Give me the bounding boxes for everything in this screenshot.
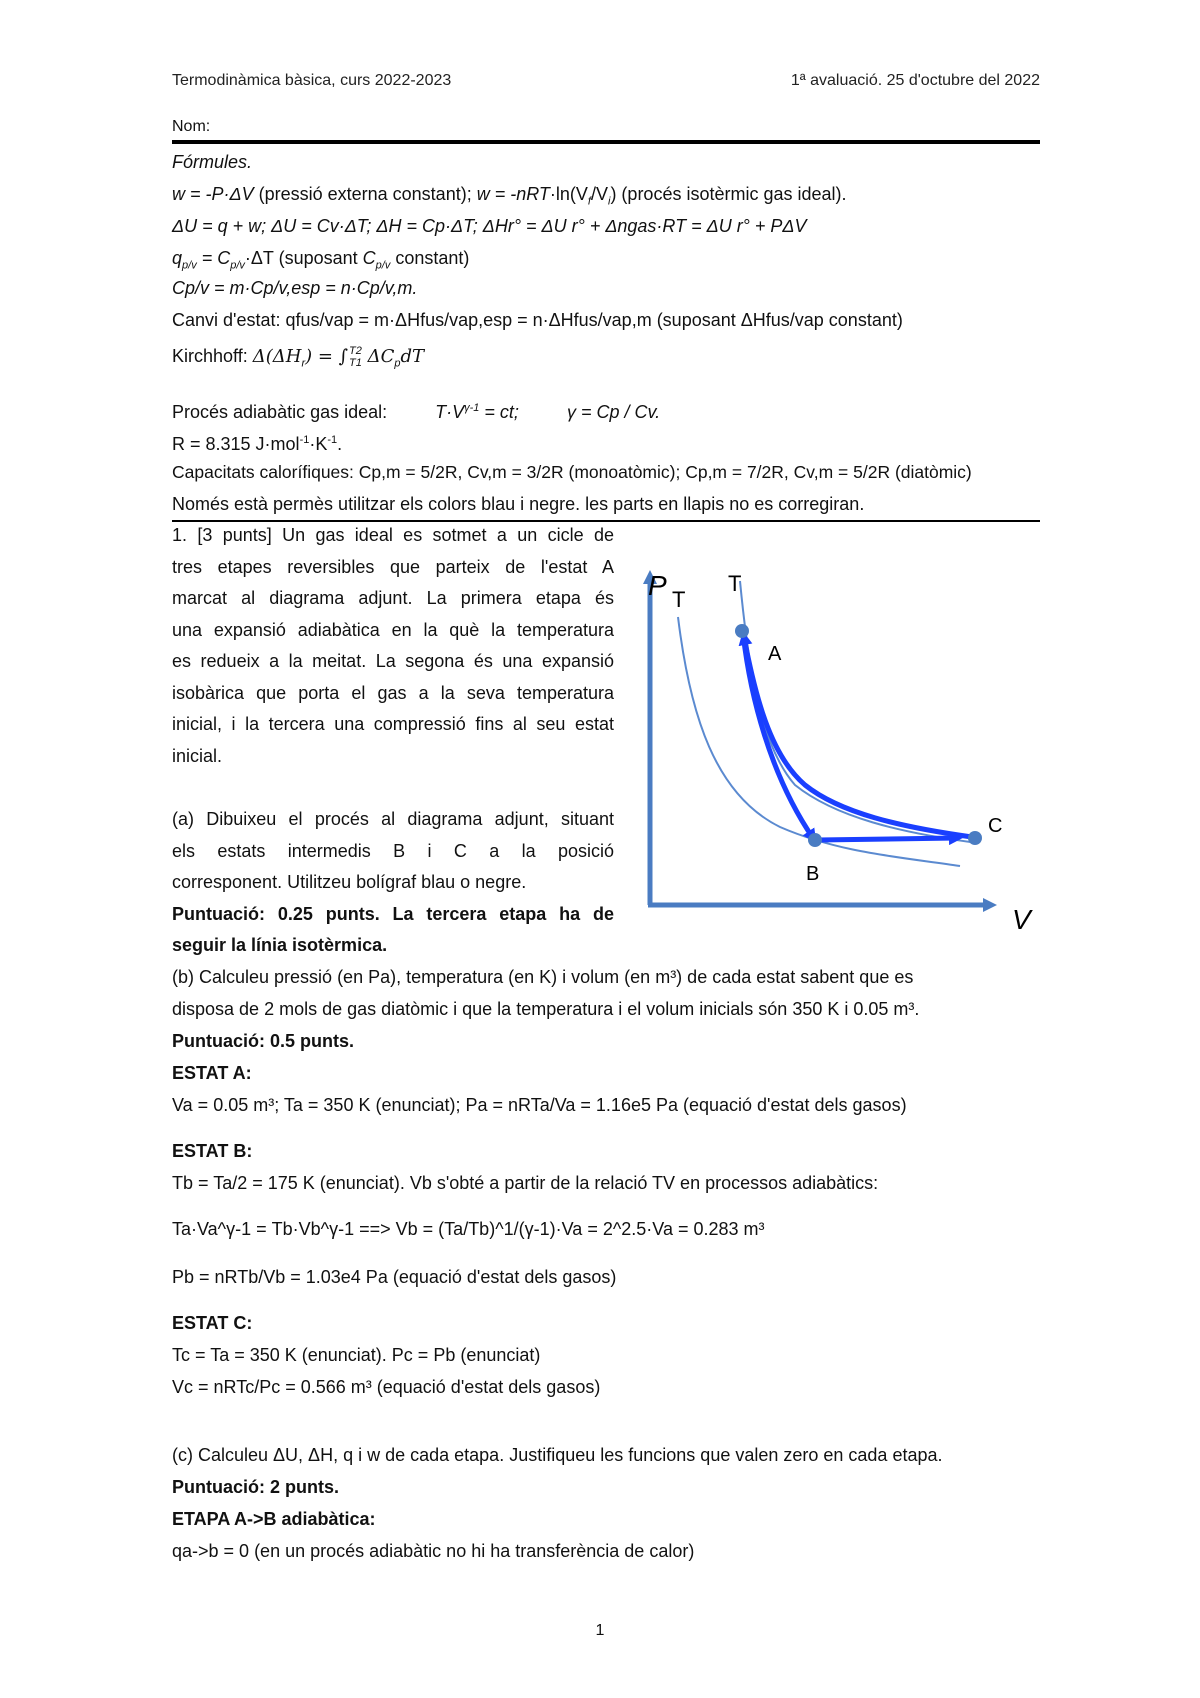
color-notice: Només està permès utilitzar els colors blau i negre. les parts en llapis no es corregiran.	[172, 494, 865, 514]
v-axis-label: V	[1012, 904, 1031, 935]
state-b-point	[808, 833, 822, 847]
q1-statement: 1. [3 punts] Un gas ideal es sotmet a un cicle de tres etapes reversibles que parteix de l'estat A marcat al diagrama adjunt. La primera etapa és una expansió adiabàtica en la què la temperatura es redueix a la meitat. La segona és una expansió isobàrica que porta el gas a la seva temperatura inicial, i la tercera una compressió fins al seu estat inicial.	[172, 525, 614, 766]
estat-b-line3: Pb = nRTb/Vb = 1.03e4 Pa (equació d'estat dels gasos)	[172, 1267, 617, 1287]
formula-heat-capacities: Capacitats calorífiques: Cp,m = 5/2R, Cv,m = 3/2R (monoatòmic); Cp,m = 7/2R, Cv,m = 5/2R (diatòmic)	[172, 462, 972, 482]
isotherm-high-label: T	[728, 571, 742, 596]
formula-state-change: Canvi d'estat: qfus/vap = m·ΔHfus/vap,esp = n·ΔHfus/vap,m (suposant ΔHfus/vap constant)	[172, 310, 903, 330]
formula-kirchhoff: Kirchhoff: $\Delta(\Delta H_r) = \int T2$ T1 $\Delta C_pdT$	[172, 345, 425, 370]
state-a-label: A	[768, 643, 782, 665]
estat-b-heading: ESTAT B:	[172, 1141, 253, 1161]
header-left: Termodinàmica bàsica, curs 2022-2023	[172, 72, 452, 89]
p-axis-label: P	[648, 570, 667, 601]
state-a-point	[735, 624, 749, 638]
q1-part-b-line1: (b) Calculeu pressió (en Pa), temperatura (en K) i volum (en m³) de cada estat sabent que es	[172, 967, 914, 987]
formula-capacity: Cp/v = m·Cp/v,esp = n·Cp/v,m.	[172, 278, 418, 298]
header-right: 1ª avaluació. 25 d'octubre del 2022	[790, 72, 1040, 89]
pv-diagram	[620, 555, 1040, 940]
formulas-title: Fórmules.	[172, 152, 253, 172]
isotherm-low-label: T	[672, 587, 686, 612]
estat-c-line1: Tc = Ta = 350 K (enunciat). Pc = Pb (enunciat)	[172, 1345, 541, 1365]
estat-c-heading: ESTAT C:	[172, 1313, 253, 1333]
estat-a-heading: ESTAT A:	[172, 1063, 252, 1083]
formula-energy: ΔU = q + w; ΔU = Cv·ΔT; ΔH = Cp·ΔT; ΔHr° = ΔU r° + Δngas·RT = ΔU r° + PΔV	[172, 216, 807, 236]
process-bc	[818, 838, 957, 840]
formula-adiabatic: Procés adiabàtic gas ideal: $T\cdot V^{\gamma-1}$ = ct; γ = Cp / Cv.	[172, 402, 661, 422]
estat-c-line2: Vc = nRTc/Pc = 0.566 m³ (equació d'estat dels gasos)	[172, 1377, 601, 1397]
formula-work: w = -P·ΔV (pressió externa constant); $w = -nRT\cdot\ln(V_f/V_i)$ (procés isotèrmic gas ideal).	[172, 184, 847, 208]
etapa-ab-heading: ETAPA A->B adiabàtica:	[172, 1509, 376, 1529]
state-c-point	[968, 831, 982, 845]
q1-part-a-score: Puntuació: 0.25 punts. La tercera etapa ha de	[172, 903, 614, 924]
estat-b-line1: Tb = Ta/2 = 175 K (enunciat). Vb s'obté a partir de la relació TV en processos adiabàtics:	[172, 1173, 879, 1193]
q1-part-b-score: Puntuació: 0.5 punts.	[172, 1031, 355, 1051]
page-number: 1	[595, 1622, 605, 1639]
formula-heat: $q_{p/v} = C_{p/v}\cdot\Delta T$ (suposant $C_{p/v}$ constant)	[172, 248, 470, 272]
process-ca	[744, 637, 972, 837]
top-rule	[172, 140, 1040, 144]
formula-gas-constant: R = 8.315 $J\cdot mol^{-1}\cdot K^{-1}$.	[172, 434, 343, 454]
state-c-label: C	[988, 815, 1003, 837]
q1-part-c-score: Puntuació: 2 punts.	[172, 1477, 340, 1497]
etapa-ab-line1: qa->b = 0 (en un procés adiabàtic no hi ha transferència de calor)	[172, 1541, 695, 1561]
isotherm-high	[740, 581, 978, 843]
state-b-label: B	[806, 863, 820, 885]
estat-b-line2: Ta·Va^γ-1 = Tb·Vb^γ-1 ==> Vb = (Ta/Tb)^1/(γ-1)·Va = 2^2.5·Va = 0.283 m³	[172, 1219, 765, 1239]
q1-part-c-line1: (c) Calculeu ΔU, ΔH, q i w de cada etapa. Justifiqueu les funcions que valen zero en cada etapa.	[172, 1445, 943, 1465]
q1-part-a: (a) Dibuixeu el procés al diagrama adjunt, situant els estats intermedis B i C a la posició corresponent. Utilitzeu bolígraf blau o negre. Puntuació: 0.25 punts. La tercera etapa ha de seguir la línia isotèrmica.	[172, 809, 614, 955]
name-label: Nom:	[172, 118, 211, 135]
q1-part-b-line2: disposa de 2 mols de gas diatòmic i que la temperatura i el volum inicials són 350 K i 0.05 m³.	[172, 999, 920, 1019]
estat-a-line1: Va = 0.05 m³; Ta = 350 K (enunciat); Pa = nRTa/Va = 1.16e5 Pa (equació d'estat dels gasos)	[172, 1095, 907, 1115]
